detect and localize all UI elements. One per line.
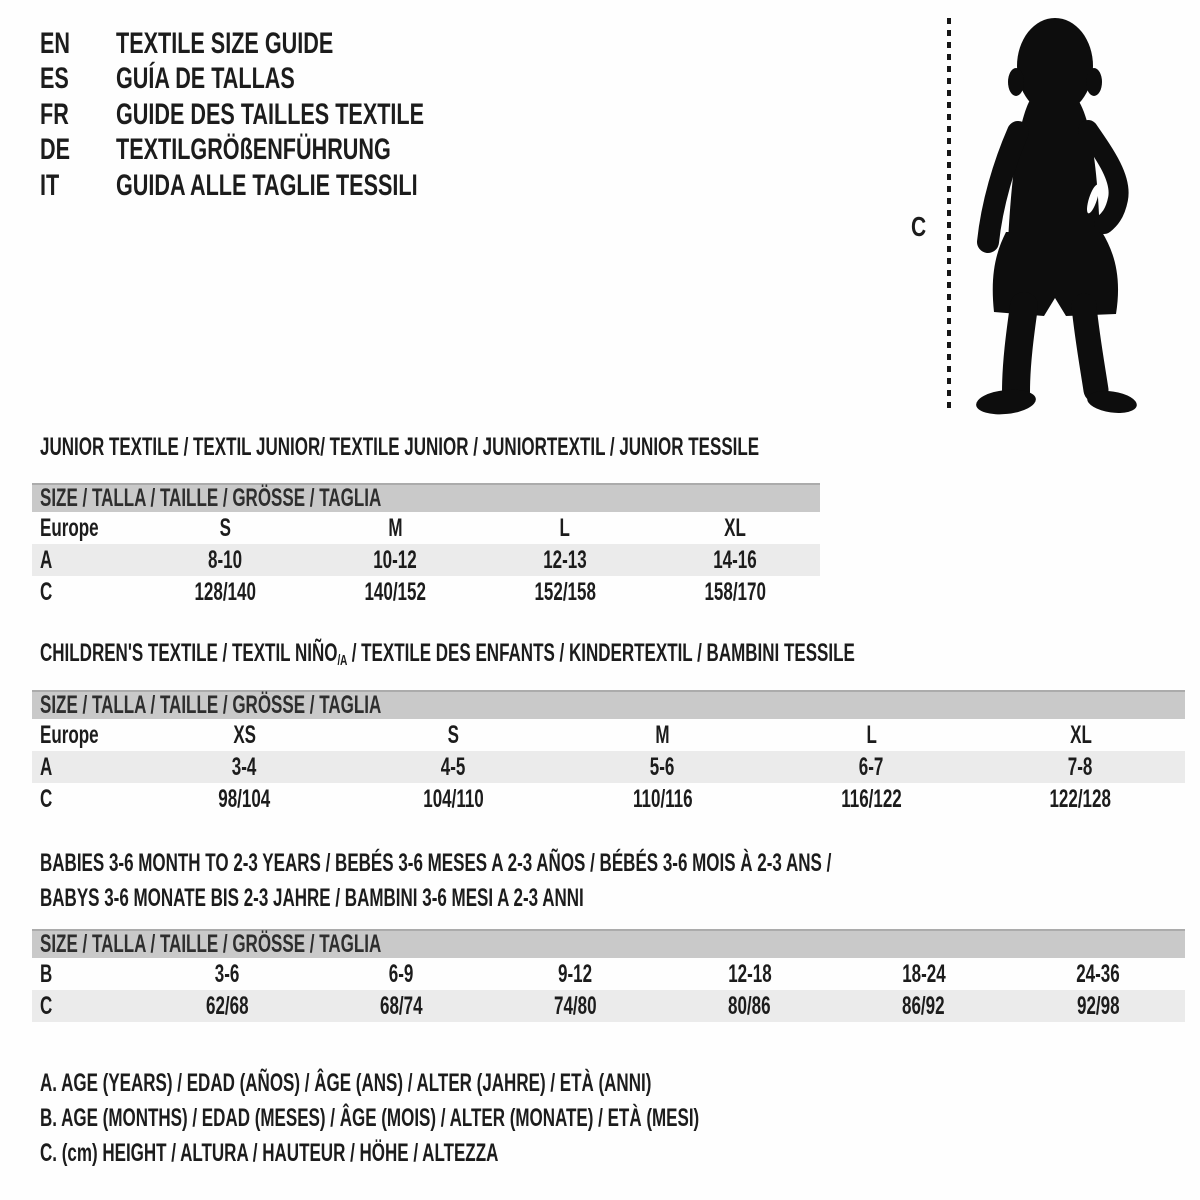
toddler-silhouette-icon bbox=[966, 14, 1138, 416]
legend-line-b: B. AGE (MONTHS) / EDAD (MESES) / ÂGE (MOIS) / ALTER (MONATE) / ETÀ (MESI) bbox=[40, 1104, 700, 1132]
height-cell: 116/122 bbox=[841, 784, 902, 813]
size-table-header: SIZE / TALLA / TAILLE / GRÖSSE / TAGLIA bbox=[32, 929, 1185, 958]
lang-title: TEXTILGRÖßENFÜHRUNG bbox=[116, 133, 391, 167]
lang-code: DE bbox=[40, 133, 71, 167]
lang-code: EN bbox=[40, 26, 71, 60]
size-cell: XS bbox=[233, 720, 256, 749]
lang-code: ES bbox=[40, 62, 69, 96]
height-cell: 122/128 bbox=[1049, 784, 1112, 813]
height-cell: 140/152 bbox=[364, 577, 426, 606]
size-cell: L bbox=[559, 513, 571, 542]
size-cell: XL bbox=[724, 513, 746, 542]
table-row-height bbox=[32, 990, 1185, 1022]
age-cell: 8-10 bbox=[207, 545, 243, 574]
size-cell: M bbox=[387, 513, 403, 542]
age-cell: 10-12 bbox=[373, 545, 417, 574]
age-cell: 7-8 bbox=[1068, 752, 1093, 781]
table-row-age bbox=[32, 544, 820, 576]
age-cell: 12-18 bbox=[727, 959, 772, 988]
legend-line-a: A. AGE (YEARS) / EDAD (AÑOS) / ÂGE (ANS) / ALTER (JAHRE) / ETÀ (ANNI) bbox=[40, 1069, 652, 1097]
size-cell: M bbox=[655, 720, 670, 749]
legend-line-c: C. (cm) HEIGHT / ALTURA / HAUTEUR / HÖHE / ALTEZZA bbox=[40, 1139, 499, 1167]
lang-title: GUIDA ALLE TAGLIE TESSILI bbox=[116, 168, 418, 202]
row-label: C bbox=[40, 784, 53, 813]
height-cell: 92/98 bbox=[1076, 991, 1120, 1020]
height-c-label: C bbox=[911, 211, 927, 242]
height-cell: 80/86 bbox=[728, 991, 771, 1020]
lang-title: TEXTILE SIZE GUIDE bbox=[116, 26, 334, 60]
lang-row-en bbox=[40, 26, 544, 62]
lang-row-it bbox=[40, 168, 544, 204]
height-cell: 86/92 bbox=[902, 991, 946, 1020]
table-row-europe bbox=[32, 719, 1185, 751]
lang-row-es bbox=[40, 62, 544, 98]
table-row-europe bbox=[32, 512, 820, 544]
row-label: C bbox=[40, 577, 53, 606]
age-cell: 6-7 bbox=[859, 752, 884, 781]
age-cell: 5-6 bbox=[650, 752, 675, 781]
table-row-age bbox=[32, 751, 1185, 783]
junior-section-heading: JUNIOR TEXTILE / TEXTIL JUNIOR/ TEXTILE JUNIOR / JUNIORTEXTIL / JUNIOR TESSILE bbox=[40, 433, 760, 461]
age-cell: 12-13 bbox=[543, 545, 587, 574]
age-cell: 4-5 bbox=[441, 752, 466, 781]
row-label: A bbox=[40, 752, 53, 781]
height-cell: 158/170 bbox=[704, 577, 766, 606]
height-cell: 74/80 bbox=[554, 991, 597, 1020]
height-cell: 128/140 bbox=[194, 577, 256, 606]
age-cell: 18-24 bbox=[902, 959, 946, 988]
age-cell: 14-16 bbox=[713, 545, 757, 574]
age-cell: 3-4 bbox=[232, 752, 257, 781]
height-cell: 110/116 bbox=[632, 784, 693, 813]
lang-code: IT bbox=[40, 168, 60, 202]
lang-row-de bbox=[40, 133, 544, 169]
table-row-height bbox=[32, 576, 820, 608]
babies-section-heading: BABIES 3-6 MONTH TO 2-3 YEARS / BEBÉS 3-6 MESES A 2-3 AÑOS / BÉBÉS 3-6 MOIS À 2-3 ANS / BABYS 3-6 MONATE BIS 2-3 JAHRE / BAMBINI 3-6 MESI A 2-3 ANNI bbox=[40, 849, 832, 912]
height-measure-dashed-line bbox=[947, 18, 951, 414]
lang-code: FR bbox=[40, 97, 69, 131]
row-label: C bbox=[40, 991, 53, 1020]
language-title-list bbox=[40, 26, 544, 204]
lang-title: GUÍA DE TALLAS bbox=[116, 62, 295, 96]
size-cell: L bbox=[866, 720, 877, 749]
babies-size-table bbox=[32, 929, 1185, 1022]
height-cell: 98/104 bbox=[218, 784, 271, 813]
table-row-height bbox=[32, 783, 1185, 815]
size-cell: XL bbox=[1069, 720, 1092, 749]
age-cell: 3-6 bbox=[214, 959, 240, 988]
row-label: B bbox=[40, 959, 53, 988]
row-label: Europe bbox=[40, 513, 99, 542]
height-cell: 152/158 bbox=[534, 577, 596, 606]
size-table-header: SIZE / TALLA / TAILLE / GRÖSSE / TAGLIA bbox=[32, 483, 820, 512]
row-label: Europe bbox=[40, 720, 99, 749]
size-table-header: SIZE / TALLA / TAILLE / GRÖSSE / TAGLIA bbox=[32, 690, 1185, 719]
junior-size-table bbox=[32, 483, 820, 608]
lang-title: GUIDE DES TAILLES TEXTILE bbox=[116, 97, 425, 131]
height-cell: 104/110 bbox=[423, 784, 484, 813]
height-cell: 62/68 bbox=[205, 991, 249, 1020]
age-cell: 24-36 bbox=[1076, 959, 1120, 988]
size-cell: S bbox=[447, 720, 460, 749]
size-cell: S bbox=[219, 513, 231, 542]
nino-a-subscript: /A bbox=[337, 652, 347, 669]
children-section-heading: CHILDREN'S TEXTILE / TEXTIL NIÑO/A / TEXTILE DES ENFANTS / KINDERTEXTIL / BAMBINI TESSILE bbox=[40, 639, 855, 669]
row-label: A bbox=[40, 545, 53, 574]
table-row-months bbox=[32, 958, 1185, 990]
children-size-table bbox=[32, 690, 1185, 815]
height-cell: 68/74 bbox=[379, 991, 423, 1020]
age-cell: 9-12 bbox=[558, 959, 593, 988]
age-cell: 6-9 bbox=[388, 959, 414, 988]
lang-row-fr bbox=[40, 97, 544, 133]
legend bbox=[40, 1066, 1009, 1171]
